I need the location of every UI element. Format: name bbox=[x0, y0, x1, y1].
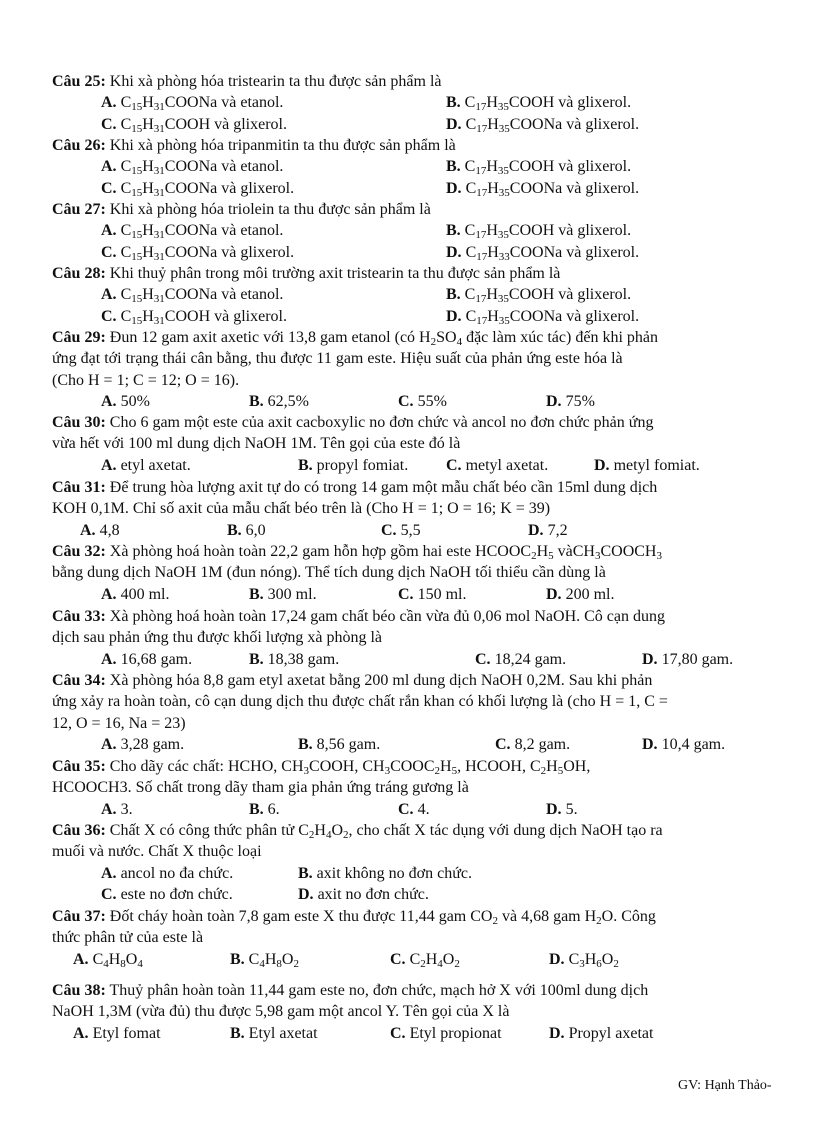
question-stem-continued bbox=[52, 779, 469, 797]
question-stem-continued bbox=[52, 843, 262, 861]
question-stem-continued bbox=[52, 693, 668, 711]
option-text: 5,5 bbox=[400, 521, 421, 539]
option-letter: D. bbox=[546, 585, 562, 603]
question-stem bbox=[52, 608, 665, 626]
answer-option-c[interactable] bbox=[398, 586, 466, 604]
question-number: Câu 29: bbox=[52, 329, 106, 346]
answer-option-c[interactable] bbox=[381, 522, 421, 540]
option-letter: C. bbox=[101, 243, 117, 261]
option-text: axit no đơn chức. bbox=[317, 886, 429, 904]
answer-option-b[interactable] bbox=[249, 801, 280, 819]
teacher-signature: GV: Hạnh Thảo- bbox=[678, 1078, 772, 1093]
option-letter: A. bbox=[101, 393, 117, 411]
option-letter: D. bbox=[642, 736, 658, 754]
question-stem bbox=[52, 73, 442, 91]
answer-option-b[interactable] bbox=[446, 158, 631, 176]
question-stem bbox=[52, 201, 431, 219]
question-stem bbox=[52, 137, 456, 155]
option-letter: A. bbox=[80, 521, 96, 539]
question-number: Câu 35: bbox=[52, 758, 106, 775]
question-text: Khi xà phòng hóa triolein ta thu được sản phẩm là bbox=[109, 201, 431, 218]
option-text: $C_{17}H_{35}COOH$ và glixerol. bbox=[464, 94, 632, 114]
option-text: 10,4 gam. bbox=[661, 736, 726, 754]
answer-option-c[interactable] bbox=[398, 393, 447, 411]
option-text: 3. bbox=[120, 800, 133, 818]
option-text: $C_{17}H_{33}COONa$ và glixerol. bbox=[465, 243, 640, 263]
option-letter: B. bbox=[249, 800, 264, 818]
question-text: ứng xảy ra hoàn toàn, cô cạn dung dịch thu được chất rắn khan có khối lượng là (cho H = 1, C = bbox=[52, 693, 668, 711]
option-text: 55% bbox=[417, 393, 447, 411]
answer-option-b[interactable] bbox=[298, 457, 408, 475]
question-number: Câu 28: bbox=[52, 265, 106, 282]
answer-option-a[interactable] bbox=[101, 393, 150, 411]
option-text: 3,28 gam. bbox=[120, 736, 185, 754]
question-stem-continued bbox=[52, 1003, 509, 1021]
option-letter: A. bbox=[101, 585, 117, 603]
option-letter: A. bbox=[101, 864, 117, 882]
question-text: Khi xà phòng hóa tripanmitin ta thu được sản phẩm là bbox=[109, 137, 456, 154]
question-stem-continued bbox=[52, 372, 239, 390]
option-letter: B. bbox=[446, 94, 461, 112]
answer-option-b[interactable] bbox=[249, 393, 309, 411]
option-text: 8,2 gam. bbox=[514, 736, 571, 754]
option-text: 75% bbox=[565, 393, 595, 411]
option-text: $C_4H_8O_4$ bbox=[92, 950, 143, 970]
question-stem-continued bbox=[52, 629, 382, 647]
answer-option-d[interactable] bbox=[446, 308, 639, 326]
option-text: metyl axetat. bbox=[465, 456, 549, 474]
option-letter: B. bbox=[446, 158, 461, 176]
option-text: $C_{15}H_{31}COONa$ và glixerol. bbox=[120, 179, 295, 199]
question-number: Câu 34: bbox=[52, 672, 106, 689]
answer-option-b[interactable] bbox=[230, 951, 299, 969]
option-text: 7,2 bbox=[547, 521, 568, 539]
answer-option-a[interactable] bbox=[101, 158, 283, 176]
question-text: KOH 0,1M. Chỉ số axit của mẫu chất béo trên là (Cho H = 1; O = 16; K = 39) bbox=[52, 500, 551, 518]
option-text: $C_{15}H_{31}COOH$ và glixerol. bbox=[120, 307, 287, 327]
question-text: vừa hết với 100 ml dung dịch NaOH 1M. Tên gọi của este đó là bbox=[52, 435, 461, 453]
question-number: Câu 33: bbox=[52, 608, 106, 625]
question-stem-continued bbox=[52, 500, 550, 518]
option-text: Etyl fomat bbox=[92, 1024, 161, 1042]
answer-option-a[interactable] bbox=[101, 586, 169, 604]
option-text: 5. bbox=[565, 800, 578, 818]
option-text: 150 ml. bbox=[417, 585, 467, 603]
option-letter: A. bbox=[101, 736, 117, 754]
answer-option-a[interactable] bbox=[101, 222, 283, 240]
option-text: $C_{17}H_{35}COONa$ và glixerol. bbox=[465, 115, 640, 135]
option-letter: C. bbox=[398, 800, 414, 818]
option-text: $C_{17}H_{35}COOH$ và glixerol. bbox=[464, 286, 632, 306]
answer-option-c[interactable] bbox=[390, 951, 460, 969]
question-stem bbox=[52, 414, 653, 432]
option-text: $C_{15}H_{31}COONa$ và etanol. bbox=[120, 94, 284, 114]
question-text: HCOOCH3. Số chất trong dãy tham gia phản ứng tráng gương là bbox=[52, 779, 469, 797]
answer-option-b[interactable] bbox=[446, 222, 631, 240]
option-text: 17,80 gam. bbox=[661, 650, 734, 668]
answer-option-c[interactable] bbox=[101, 116, 287, 134]
answer-option-c[interactable] bbox=[495, 736, 570, 754]
option-letter: A. bbox=[101, 286, 117, 304]
answer-option-a[interactable] bbox=[101, 286, 283, 304]
option-letter: A. bbox=[73, 950, 89, 968]
answer-option-d[interactable] bbox=[298, 886, 429, 904]
question-stem-continued bbox=[52, 564, 606, 582]
question-text: Xà phòng hoá hoàn toàn 17,24 gam chất béo cần vừa đủ 0,06 mol NaOH. Cô cạn dung bbox=[109, 608, 665, 625]
option-text: 200 ml. bbox=[565, 585, 615, 603]
answer-option-d[interactable] bbox=[546, 393, 595, 411]
option-text: 6,0 bbox=[245, 521, 266, 539]
answer-option-c[interactable] bbox=[101, 180, 294, 198]
option-text: etyl axetat. bbox=[120, 456, 191, 474]
option-letter: D. bbox=[549, 950, 565, 968]
answer-option-d[interactable] bbox=[594, 457, 700, 475]
option-text: 18,24 gam. bbox=[494, 650, 567, 668]
answer-option-d[interactable] bbox=[446, 244, 639, 262]
answer-option-a[interactable] bbox=[101, 801, 133, 819]
question-number: Câu 27: bbox=[52, 201, 106, 218]
option-letter: D. bbox=[642, 650, 658, 668]
option-text: 400 ml. bbox=[120, 585, 170, 603]
option-text: 50% bbox=[120, 393, 150, 411]
question-text: Xà phòng hóa 8,8 gam etyl axetat bằng 200 ml dung dịch NaOH 0,2M. Sau khi phản bbox=[109, 672, 653, 689]
question-text: muối và nước. Chất X thuộc loại bbox=[52, 843, 262, 861]
question-text: NaOH 1,3M (vừa đủ) thu được 5,98 gam một ancol Y. Tên gọi của X là bbox=[52, 1003, 510, 1021]
answer-option-d[interactable] bbox=[446, 116, 639, 134]
question-text: Đun 12 gam axit axetic với 13,8 gam etanol (có $H_2SO_4$ đặc làm xúc tác) đến khi phản bbox=[109, 329, 658, 348]
question-stem bbox=[52, 329, 658, 347]
answer-option-d[interactable] bbox=[446, 180, 639, 198]
question-stem bbox=[52, 672, 652, 690]
option-letter: C. bbox=[101, 307, 117, 325]
option-text: axit không no đơn chức. bbox=[316, 864, 472, 882]
option-letter: C. bbox=[495, 736, 511, 754]
answer-option-b[interactable] bbox=[446, 286, 631, 304]
option-text: $C_{15}H_{31}COOH$ và glixerol. bbox=[120, 115, 287, 135]
option-letter: D. bbox=[446, 307, 462, 325]
option-letter: C. bbox=[390, 950, 406, 968]
option-text: metyl fomiat. bbox=[613, 456, 700, 474]
option-text: $C_{15}H_{31}COONa$ và etanol. bbox=[120, 158, 284, 178]
answer-option-a[interactable] bbox=[73, 1025, 161, 1043]
answer-option-b[interactable] bbox=[249, 651, 339, 669]
option-text: $C_{15}H_{31}COONa$ và glixerol. bbox=[120, 243, 295, 263]
question-text: (Cho H = 1; C = 12; O = 16). bbox=[52, 371, 240, 389]
option-letter: A. bbox=[73, 1024, 89, 1042]
option-text: 62,5% bbox=[267, 393, 309, 411]
option-letter: A. bbox=[101, 222, 117, 240]
question-stem-continued bbox=[52, 929, 203, 947]
question-text: Đốt cháy hoàn toàn 7,8 gam este X thu được 11,44 gam $CO_2$ và 4,68 gam $H_2O$. Công bbox=[109, 908, 656, 927]
option-letter: B. bbox=[446, 286, 461, 304]
question-stem-continued bbox=[52, 435, 460, 453]
question-stem-continued bbox=[52, 350, 623, 368]
answer-option-c[interactable] bbox=[475, 651, 566, 669]
option-letter: C. bbox=[101, 179, 117, 197]
question-text: Khi thuỷ phân trong môi trường axit tristearin ta thu được sản phẩm là bbox=[109, 265, 561, 282]
option-letter: A. bbox=[101, 800, 117, 818]
answer-option-c[interactable] bbox=[446, 457, 548, 475]
option-text: este no đơn chức. bbox=[120, 886, 233, 904]
option-letter: B. bbox=[227, 521, 242, 539]
answer-option-d[interactable] bbox=[546, 586, 614, 604]
answer-option-b[interactable] bbox=[230, 1025, 318, 1043]
option-letter: C. bbox=[101, 115, 117, 133]
answer-option-c[interactable] bbox=[101, 244, 294, 262]
option-text: propyl fomiat. bbox=[316, 456, 409, 474]
answer-option-d[interactable] bbox=[528, 522, 568, 540]
answer-option-c[interactable] bbox=[101, 308, 287, 326]
answer-option-a[interactable] bbox=[101, 94, 283, 112]
option-text: $C_{15}H_{31}COONa$ và etanol. bbox=[120, 286, 284, 306]
question-stem bbox=[52, 908, 656, 926]
question-text: dịch sau phản ứng thu được khối lượng xà phòng là bbox=[52, 629, 382, 647]
answer-option-b[interactable] bbox=[249, 586, 317, 604]
option-letter: B. bbox=[249, 585, 264, 603]
question-text: Cho 6 gam một este của axit cacboxylic no đơn chức và ancol no đơn chức phản ứng bbox=[109, 414, 654, 431]
answer-option-a[interactable] bbox=[101, 651, 192, 669]
question-text: Khi xà phòng hóa tristearin ta thu được sản phẩm là bbox=[109, 73, 442, 90]
option-letter: C. bbox=[398, 585, 414, 603]
option-letter: A. bbox=[101, 94, 117, 112]
option-text: Propyl axetat bbox=[568, 1024, 654, 1042]
option-letter: C. bbox=[398, 393, 414, 411]
option-text: 6. bbox=[267, 800, 280, 818]
question-number: Câu 31: bbox=[52, 479, 106, 496]
option-text: 8,56 gam. bbox=[316, 736, 381, 754]
question-text: Xà phòng hoá hoàn toàn 22,2 gam hỗn hợp gồm hai este $HCOOC_2H_5$ $vàCH_3COOCH_3$ bbox=[109, 543, 662, 562]
option-letter: B. bbox=[298, 864, 313, 882]
option-text: 18,38 gam. bbox=[267, 650, 340, 668]
option-text: $C_{17}H_{35}COONa$ và glixerol. bbox=[465, 179, 640, 199]
option-text: $C_2H_4O_2$ bbox=[409, 950, 460, 970]
option-text: 4. bbox=[417, 800, 430, 818]
question-number: Câu 26: bbox=[52, 137, 106, 154]
option-letter: D. bbox=[446, 115, 462, 133]
answer-option-c[interactable] bbox=[398, 801, 430, 819]
answer-option-d[interactable] bbox=[549, 951, 619, 969]
answer-option-b[interactable] bbox=[446, 94, 631, 112]
question-number: Câu 25: bbox=[52, 73, 106, 90]
question-stem bbox=[52, 822, 663, 840]
question-stem bbox=[52, 543, 662, 561]
question-number: Câu 32: bbox=[52, 543, 106, 560]
question-text: Cho dãy các chất: HCHO, $CH_3COOH$, $CH_3COOC_2H_5$, HCOOH, $C_2H_5OH$, bbox=[109, 758, 591, 777]
option-letter: B. bbox=[249, 393, 264, 411]
question-text: Chất X có công thức phân tử $C_2H_4O_2$, cho chất X tác dụng với dung dịch NaOH tạo ra bbox=[109, 822, 663, 841]
option-letter: C. bbox=[390, 1024, 406, 1042]
option-text: $C_{17}H_{35}COOH$ và glixerol. bbox=[464, 222, 632, 242]
option-letter: A. bbox=[101, 456, 117, 474]
option-letter: C. bbox=[446, 456, 462, 474]
answer-option-a[interactable] bbox=[101, 865, 233, 883]
option-letter: A. bbox=[101, 158, 117, 176]
question-text: ứng đạt tới trạng thái cân bằng, thu được 11 gam este. Hiệu suất của phản ứng este hóa là bbox=[52, 350, 623, 368]
question-number: Câu 38: bbox=[52, 982, 106, 999]
option-letter: C. bbox=[381, 521, 397, 539]
question-text: thức phân tử của este là bbox=[52, 929, 204, 947]
answer-option-d[interactable] bbox=[549, 1025, 653, 1043]
option-text: $C_3H_6O_2$ bbox=[568, 950, 619, 970]
option-text: $C_{17}H_{35}COOH$ và glixerol. bbox=[464, 158, 632, 178]
question-stem bbox=[52, 982, 648, 1000]
option-text: 4,8 bbox=[99, 521, 120, 539]
answer-option-a[interactable] bbox=[101, 457, 191, 475]
answer-option-b[interactable] bbox=[298, 865, 472, 883]
answer-option-c[interactable] bbox=[390, 1025, 502, 1043]
question-text: 12, O = 16, Na = 23) bbox=[52, 714, 186, 732]
option-letter: C. bbox=[101, 886, 117, 904]
option-letter: B. bbox=[230, 1024, 245, 1042]
option-text: Etyl propionat bbox=[409, 1024, 502, 1042]
option-letter: D. bbox=[446, 179, 462, 197]
question-stem bbox=[52, 265, 560, 283]
option-text: $C_{15}H_{31}COONa$ và etanol. bbox=[120, 222, 284, 242]
question-stem bbox=[52, 479, 657, 497]
question-text: Để trung hòa lượng axit tự do có trong 14 gam một mẫu chất béo cần 15ml dung dịch bbox=[109, 479, 658, 496]
option-letter: B. bbox=[230, 950, 245, 968]
option-letter: A. bbox=[101, 650, 117, 668]
question-number: Câu 37: bbox=[52, 908, 106, 925]
answer-option-d[interactable] bbox=[642, 736, 725, 754]
answer-option-d[interactable] bbox=[546, 801, 578, 819]
option-letter: B. bbox=[298, 736, 313, 754]
question-stem-continued bbox=[52, 715, 186, 733]
option-letter: B. bbox=[446, 222, 461, 240]
option-text: Etyl axetat bbox=[248, 1024, 318, 1042]
option-letter: D. bbox=[594, 456, 610, 474]
option-text: $C_4H_8O_2$ bbox=[248, 950, 299, 970]
answer-option-d[interactable] bbox=[642, 651, 733, 669]
option-text: 300 ml. bbox=[267, 585, 317, 603]
question-text: Thuỷ phân hoàn toàn 11,44 gam este no, đơn chức, mạch hở X với 100ml dung dịch bbox=[109, 982, 649, 999]
question-number: Câu 36: bbox=[52, 822, 106, 839]
question-text: bằng dung dịch NaOH 1M (đun nóng). Thể tích dung dịch NaOH tối thiểu cần dùng là bbox=[52, 564, 606, 582]
option-text: 16,68 gam. bbox=[120, 650, 193, 668]
answer-option-a[interactable] bbox=[80, 522, 120, 540]
question-stem bbox=[52, 758, 590, 776]
option-letter: D. bbox=[549, 1024, 565, 1042]
answer-option-b[interactable] bbox=[227, 522, 266, 540]
option-letter: D. bbox=[528, 521, 544, 539]
option-letter: D. bbox=[546, 800, 562, 818]
option-letter: D. bbox=[546, 393, 562, 411]
question-number: Câu 30: bbox=[52, 414, 106, 431]
option-letter: C. bbox=[475, 650, 491, 668]
answer-option-a[interactable] bbox=[73, 951, 143, 969]
answer-option-c[interactable] bbox=[101, 886, 233, 904]
option-letter: B. bbox=[298, 456, 313, 474]
option-text: ancol no đa chức. bbox=[120, 864, 234, 882]
option-letter: B. bbox=[249, 650, 264, 668]
answer-option-a[interactable] bbox=[101, 736, 184, 754]
option-letter: D. bbox=[298, 886, 314, 904]
answer-option-b[interactable] bbox=[298, 736, 380, 754]
option-text: $C_{17}H_{35}COONa$ và glixerol. bbox=[465, 307, 640, 327]
option-letter: D. bbox=[446, 243, 462, 261]
